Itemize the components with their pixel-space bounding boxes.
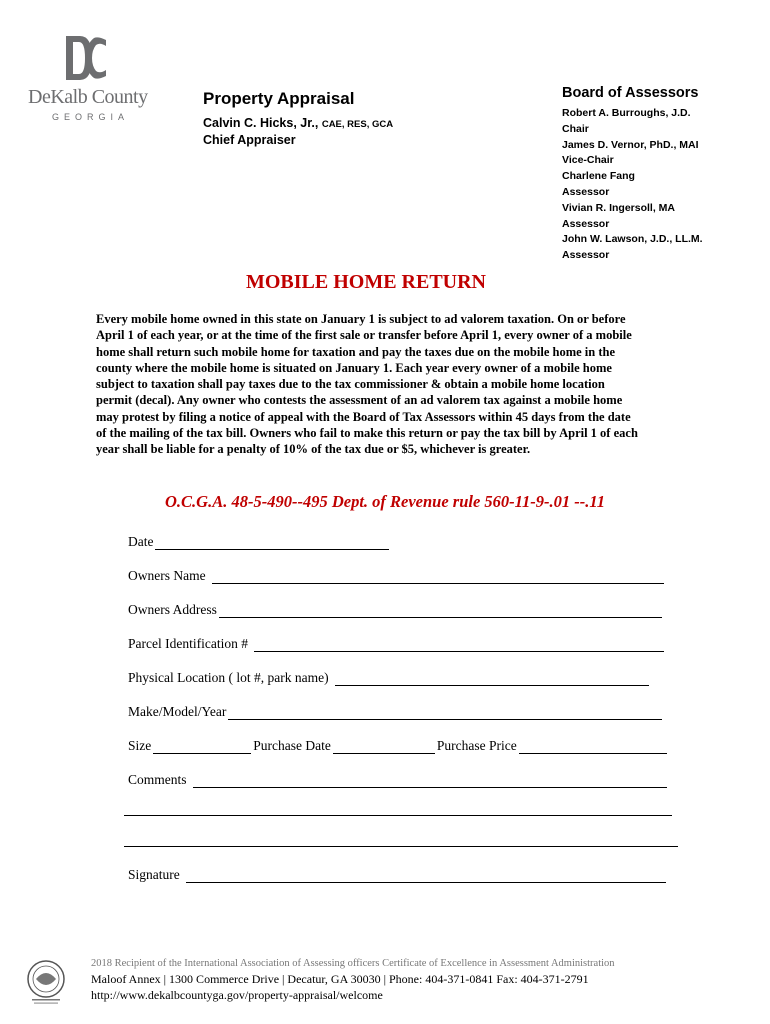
physical-location-label: Physical Location ( lot #, park name) [128,670,329,685]
footer-url-link[interactable]: http://www.dekalbcountyga.gov/property-appraisal/welcome [91,988,383,1002]
board-member-line: Assessor [562,217,610,230]
size-input[interactable] [153,740,251,754]
parcel-id-row [128,634,664,652]
board-member-line: Assessor [562,185,610,198]
intro-paragraph: Every mobile home owned in this state on January 1 is subject to ad valorem taxation. On or before April 1 of each year, or at the time of the first sale or transfer before April 1, every owner of a mobile home shall return such mobile home for taxation and pay the taxes due on the mobile home in the county where the mobile home is situated on January 1. Each year every owner of a mobile home subject to taxation shall pay taxes due to the tax commissioner & obtain a mobile home location permit (decal). Any owner who contests the assessment of an ad valorem tax against a mobile home may protest by filing a notice of appeal with the Board of Tax Assessors within 45 days from the date of the mailing of the tax bill. Owners who fail to make this return or pay the tax bill by April 1 of each year shall be liable for a penalty of 10% of the tax due or $5, whichever is greater. [96,312,638,457]
physical-location-input[interactable] [335,672,649,686]
chief-appraiser-credentials: CAE, RES, GCA [321,119,394,130]
board-title: Board of Assessors [562,85,699,101]
owners-address-row [128,600,662,618]
statute-reference: O.C.G.A. 48-5-490--495 Dept. of Revenue rule 560-11-9-.01 --.11 [165,492,605,511]
purchase-date-label: Purchase Date [253,738,331,753]
board-member-line: Vivian R. Ingersoll, MA [562,201,675,214]
board-member-line: Chair [562,122,589,135]
owners-name-input[interactable] [212,570,664,584]
owners-address-input[interactable] [219,604,662,618]
date-label: Date [128,534,154,549]
board-member-line: John W. Lawson, J.D., LL.M. [562,233,703,246]
department-title: Property Appraisal [203,89,355,108]
form-title: MOBILE HOME RETURN [245,271,487,293]
comments-extra-line[interactable] [124,815,672,816]
size-label: Size [128,738,152,753]
owners-name-row [128,566,664,584]
ceaa-seal-icon [22,957,70,1007]
logo-state-name: GEORGIA [52,112,130,122]
signature-row [128,865,666,883]
board-member-line: Vice-Chair [562,154,614,167]
chief-appraiser-name [203,116,393,130]
footer-address: Maloof Annex | 1300 Commerce Drive | Decatur, GA 30030 | Phone: 404-371-0841 Fax: 404-371-2791 [91,972,589,986]
date-row [128,532,389,550]
dc-monogram-icon [64,34,108,82]
comments-row [128,770,667,788]
comments-extra-line[interactable] [124,846,678,847]
make-model-year-row [128,702,662,720]
chief-appraiser-name-text: Calvin C. Hicks, Jr., [203,116,319,130]
board-member-line: Charlene Fang [562,170,635,183]
signature-input[interactable] [186,869,666,883]
footer-award-text: 2018 Recipient of the International Association of Assessing officers Certificate of Excellence in Assessment Administration [91,958,615,969]
physical-location-row [128,668,649,686]
chief-appraiser-role: Chief Appraiser [203,133,296,147]
owners-name-label: Owners Name [128,568,206,583]
parcel-id-label: Parcel Identification # [128,636,248,651]
owners-address-label: Owners Address [128,602,217,617]
board-member-list [562,106,703,264]
make-model-year-label: Make/Model/Year [128,704,227,719]
size-purchase-row [128,736,667,754]
purchase-date-input[interactable] [333,740,435,754]
parcel-id-input[interactable] [254,638,664,652]
signature-label: Signature [128,867,180,882]
logo-county-name: DeKalb County [28,86,148,108]
board-member-line: James D. Vernor, PhD., MAI [562,138,699,151]
comments-input[interactable] [193,774,667,788]
date-input[interactable] [155,536,389,550]
make-model-year-input[interactable] [228,706,662,720]
purchase-price-input[interactable] [519,740,667,754]
board-member-line: Assessor [562,249,610,262]
board-member-line: Robert A. Burroughs, J.D. [562,107,691,119]
comments-label: Comments [128,772,187,787]
purchase-price-label: Purchase Price [436,738,517,753]
